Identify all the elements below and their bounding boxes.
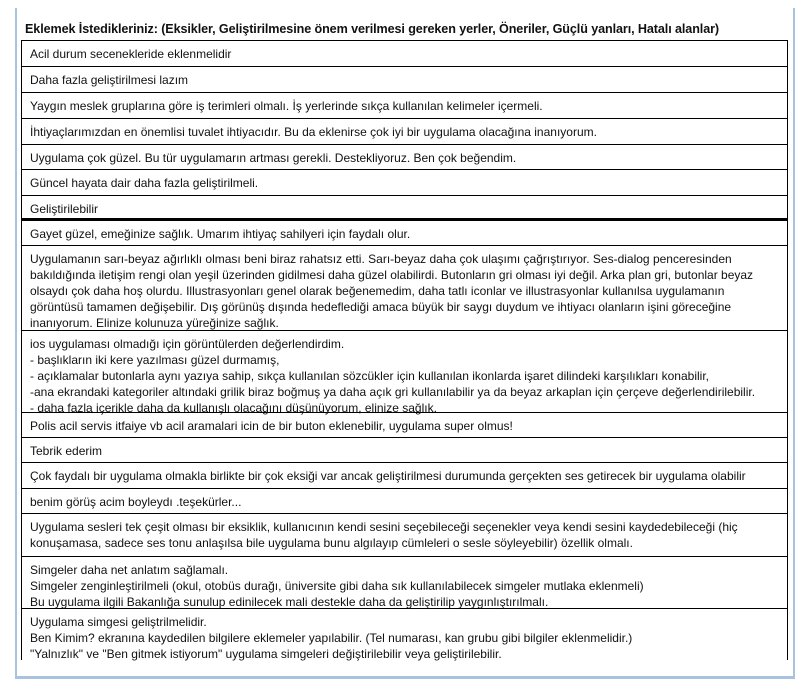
table-row [22,488,787,513]
response-text-line: Uygulamanın sarı-beyaz ağırlıklı olması beni biraz rahatsız etti. Sarı-beyaz daha çok ulaşımı çağrıştırıyor. Ses-dialog penceresinden [30,252,732,266]
table-row [22,513,787,556]
table-row [22,40,787,66]
response-text-line: Daha fazla geliştirilmesi lazım [30,73,189,87]
response-text-line: ios uygulaması olmadığı için görüntülerden değerlendirdim. [30,337,345,351]
response-text-line: "Yalnızlık" ve "Ben gitmek istiyorum" uygulama simgeleri değiştirilebilir veya geliştirilebilir. [30,647,502,661]
response-text-line: Uygulama çok güzel. Bu tür uygulamarın artması gerekli. Destekliyoruz. Ben çok beğendim. [30,151,517,165]
response-text-line: Polis acil servis itfaiye vb acil aramalari icin de bir buton eklenebilir, uygulama super olmus! [30,419,513,433]
table-row [22,118,787,144]
table-row [22,330,787,415]
response-text-line: - açıklamalar butonlarla aynı yazıya sahip, sıkça kullanılan sözcükler için kullanılan ikonlarda işaret dilindeki karşılıkları konabilir, [30,369,709,383]
response-text-line: Simgeler daha net anlatım sağlamalı. [30,563,229,577]
table-row [22,608,787,660]
response-text-line: Ben Kimim? ekranına kaydedilen bilgilere eklemeler yapılabilir. (Tel numarası, kan grubu gibi bilgiler eklenmelidir.) [30,631,633,645]
response-text-line: Güncel hayata dair daha fazla geliştirilmeli. [30,176,259,190]
response-text-line: inanıyorum. Elinize kolunuza yüreğinize sağlık. [30,316,279,330]
response-text-line: Yaygın meslek gruplarına göre iş terimleri olmalı. İş yerlerinde sıkça kullanılan kelimeler içermeli. [30,99,543,113]
table-row [22,66,787,92]
response-text-line: - daha fazla içerikle daha da kullanışlı olacağını düşünüyorum, elinize sağlık. [30,401,437,415]
response-text-line: Geliştirilebilir [30,202,99,216]
response-text-line: Tebrik ederim [30,444,103,458]
responses-table [21,40,788,660]
table-row [22,195,787,218]
section-title: Eklemek İstedikleriniz: (Eksikler, Geliştirilmesine önem verilmesi gereken yerler, Öneriler, Güçlü yanları, Hatalı alanlar) [25,22,719,36]
table-row [22,169,787,195]
response-text-line: Gayet güzel, emeğinize sağlık. Umarım ihtiyaç sahilyeri için faydalı olur. [30,227,411,241]
response-text-line: Uygulama simgesi geliştrilmelidir. [30,615,207,629]
response-text-line: konuşamasa, sadece ses tonu anlaşılsa bile uygulama bunu algılayıp cümleleri o sesle söyleyebilir) özellik olmalı. [30,536,633,550]
response-text-line: Bu uygulama ilgili Bakanlığa sunulup edinilecek mali destekle daha da geliştirilip yaygınlıştırılmalı. [30,595,549,609]
response-text-line: Simgeler zenginleştirilmeli (okul, otobüs durağı, üniversite gibi daha sık kullanılabilecek simgeler mutlaka eklenmeli) [30,579,644,593]
response-text-line: görüntüsü tamamen değişebilir. Dış görünüş dışında hedeflediği amaca büyük bir saygı duydum ve ihtiyacı olanların işini göreceğine [30,300,732,314]
table-row [22,92,787,118]
response-text-line: benim görüş acim boyleydı .teşekürler... [30,495,242,509]
table-row [22,218,787,245]
response-text-line: Uygulama sesleri tek çeşit olması bir eksiklik, kullanıcının kendi sesini seçebileceği seçenekler veya kendi sesini kaydedebileceği (hiç [30,520,738,534]
response-text-line: Çok faydalı bir uygulama olmakla birlikte bir çok eksiği var ancak geliştirilmesi durumunda gerçekten ses getirecek bir uygulama olabilir [30,469,746,483]
table-row [22,144,787,169]
response-text-line: İhtiyaçlarımızdan en önemlisi tuvalet ihtiyacıdır. Bu da eklenirse çok iyi bir uygulama olacağına inanıyorum. [30,125,597,139]
table-row [22,245,787,330]
table-row [22,556,787,608]
response-text-line: - başlıkların iki kere yazılması güzel durmamış, [30,353,280,367]
response-text-line: bakıldığında iletişim rengi olan yeşil üzerinden gidilmesi daha güzel olabilirdi. Butonların gri olması iyi değil. Arka plan gri, butonlar beyaz [30,268,754,282]
table-row [22,437,787,462]
response-text-line: olsaydı çok daha hoş olurdu. Illustrasyonları genel olarak beğenemedim, daha tatlı iconlar ve illustrasyonlar kullanılsa uygulamanın [30,284,725,298]
response-text-line: -ana ekrandaki kategoriler altındaki grilik biraz boğmuş ya daha açık gri kullanılabilir ya da beyaz arkaplan için çerçeve değerlendirilebilir. [30,385,756,399]
table-row [22,462,787,488]
response-text-line: Acil durum secenekleride eklenmelidir [30,47,232,61]
